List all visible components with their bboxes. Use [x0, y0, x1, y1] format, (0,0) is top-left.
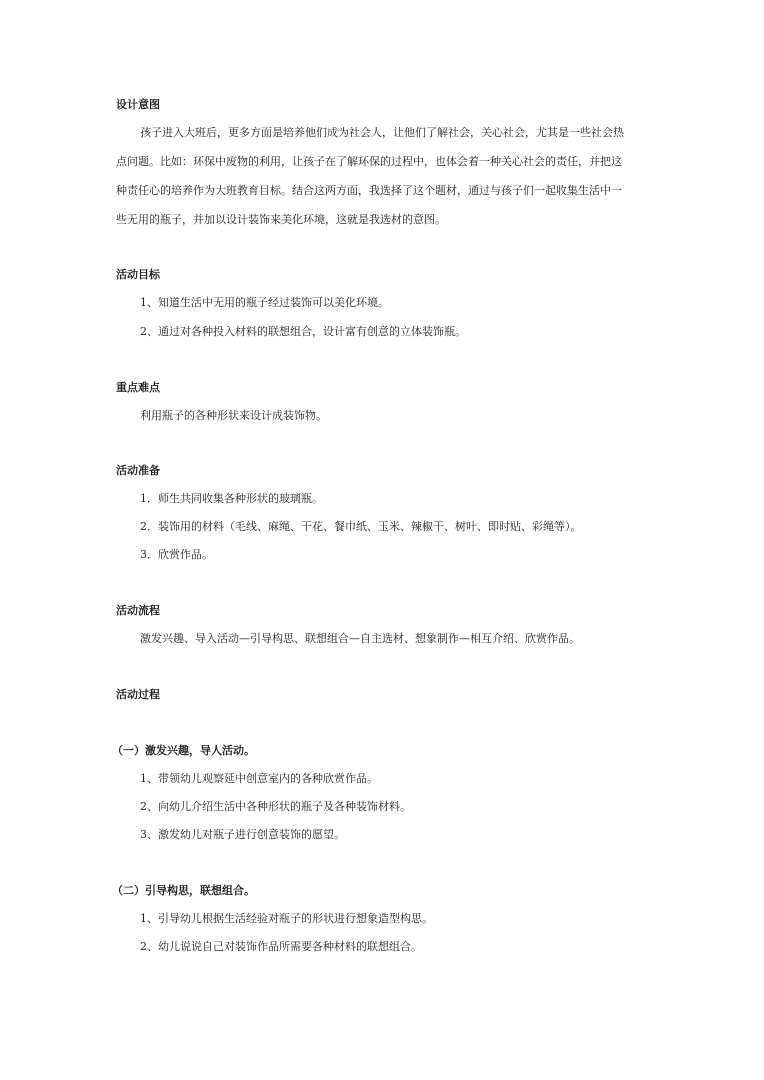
process-part1-item-2: 2、向幼儿介绍生活中各种形状的瓶子及各种装饰材料。	[140, 800, 411, 813]
heading-preparation: 活动准备	[116, 464, 160, 477]
heading-process: 活动过程	[116, 688, 160, 701]
heading-flow: 活动流程	[116, 604, 160, 617]
key-points-item-1: 利用瓶子的各种形状来设计成装饰物。	[140, 409, 327, 422]
design-intent-line-4: 些无用的瓶子，并加以设计装饰来美化环境，这就是我选材的意图。	[116, 213, 446, 226]
flow-item-1: 激发兴趣、导入活动—引导构思、联想组合—自主选材、想象制作—相互介绍、欣赏作品。	[140, 632, 580, 645]
process-part2-title: （二）引导构思，联想组合。	[112, 884, 255, 897]
design-intent-line-3: 种责任心的培养作为大班教育目标。结合这两方面，我选择了这个题材，通过与孩子们一起收集生活中一	[116, 184, 622, 197]
heading-key-points: 重点难点	[116, 381, 160, 394]
heading-design-intent: 设计意图	[116, 98, 160, 111]
preparation-item-1: 1．师生共同收集各种形状的玻璃瓶。	[140, 492, 323, 505]
goals-item-1: 1、知道生活中无用的瓶子经过装饰可以美化环境。	[140, 296, 389, 309]
goals-item-2: 2、通过对各种投入材料的联想组合，设计富有创意的立体装饰瓶。	[140, 325, 466, 338]
process-part1-item-3: 3、激发幼儿对瓶子进行创意装饰的愿望。	[140, 828, 345, 841]
design-intent-line-2: 点问题。比如：环保中废物的利用，让孩子在了解环保的过程中，也体会着一种关心社会的责任，并把这	[116, 155, 622, 168]
design-intent-line-1: 孩子进入大班后，更多方面是培养他们成为社会人，让他们了解社会，关心社会，尤其是一些社会热	[140, 126, 624, 139]
process-part1-item-1: 1、带领幼儿观察延中创意室内的各种欣赏作品。	[140, 772, 378, 785]
preparation-item-2: 2．装饰用的材料（毛线、麻绳、干花、餐巾纸、玉米、辣椒干、树叶、即时贴、彩绳等）。	[140, 520, 582, 533]
preparation-item-3: 3．欣赏作品。	[140, 548, 213, 561]
process-part1-title: （一）激发兴趣，导人活动。	[112, 744, 255, 757]
process-part2-item-1: 1、引导幼儿根据生活经验对瓶子的形状进行想象造型构思。	[140, 912, 433, 925]
process-part2-item-2: 2、幼儿说说自己对装饰作品所需要各种材料的联想组合。	[140, 940, 422, 953]
heading-goals: 活动目标	[116, 268, 160, 281]
